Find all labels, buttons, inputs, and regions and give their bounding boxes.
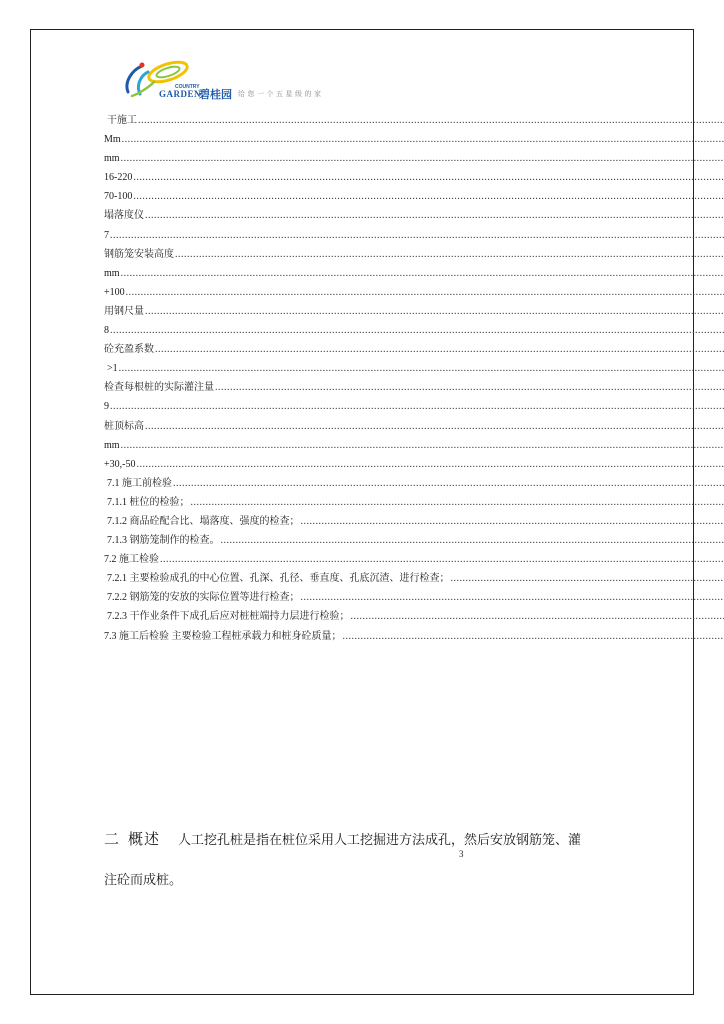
- toc-entry-text: 16-220: [104, 172, 133, 184]
- toc-entry-text: 7.2.3 干作业条件下成孔后应对桩桩端持力层进行检验；: [107, 611, 350, 623]
- toc-leader-dots: [351, 607, 724, 626]
- toc-leader-dots: [122, 130, 724, 149]
- logo-brand-text: 碧桂园: [199, 88, 232, 101]
- logo-garden-text: GARDEN: [159, 89, 202, 99]
- table-of-contents: [104, 111, 724, 646]
- toc-entry-text: 70-100: [104, 191, 133, 203]
- toc-entry[interactable]: [104, 302, 724, 321]
- toc-entry[interactable]: [104, 283, 724, 302]
- toc-entry-text: 钢筋笼安装高度: [104, 248, 174, 260]
- toc-entry[interactable]: [104, 531, 724, 550]
- toc-leader-dots: [138, 111, 724, 130]
- toc-entry-text: 桩顶标高: [104, 420, 144, 432]
- toc-entry[interactable]: [104, 321, 724, 340]
- section-number: 二: [104, 832, 121, 848]
- country-garden-logo: [118, 58, 333, 102]
- toc-leader-dots: [121, 149, 724, 168]
- toc-entry-text: 塌落度仪: [104, 210, 144, 222]
- toc-leader-dots: [343, 627, 724, 646]
- toc-entry[interactable]: [104, 588, 724, 607]
- toc-entry[interactable]: [104, 474, 724, 493]
- toc-leader-dots: [121, 436, 724, 455]
- toc-entry-text: 7.1.1 桩位的检验；: [107, 496, 190, 508]
- toc-entry-text: 7.1.3 钢筋笼制作的检查。: [107, 535, 220, 547]
- toc-leader-dots: [126, 283, 724, 302]
- toc-entry-text: Mm: [104, 134, 121, 146]
- logo-country-text: COUNTRY: [175, 84, 200, 90]
- toc-entry-text: 用钢尺量: [104, 305, 144, 317]
- toc-entry-text: 8: [104, 325, 109, 337]
- toc-entry[interactable]: [104, 359, 724, 378]
- overview-line-2: 注砼而成桩。: [104, 872, 183, 887]
- toc-entry[interactable]: [104, 245, 724, 264]
- toc-entry-text: +100: [104, 286, 125, 298]
- toc-entry-text: 干施工: [107, 115, 137, 126]
- overview-paragraph: [104, 830, 664, 850]
- toc-leader-dots: [145, 302, 724, 321]
- toc-entry-text: >1: [107, 363, 118, 375]
- toc-leader-dots: [301, 512, 724, 531]
- logo-slogan: 给您一个五星级的家: [238, 90, 324, 98]
- toc-entry[interactable]: [104, 436, 724, 455]
- toc-entry[interactable]: [104, 493, 724, 512]
- toc-leader-dots: [133, 187, 724, 206]
- toc-leader-dots: [145, 417, 724, 436]
- toc-entry-text: 7.2.1 主要检验成孔的中心位置、孔深、孔径、垂直度、孔底沉渣、进行检查；: [107, 573, 450, 585]
- toc-entry[interactable]: [104, 627, 724, 646]
- toc-leader-dots: [301, 588, 724, 607]
- section-title: 概述: [128, 832, 161, 848]
- toc-entry-text: 7.2.2 钢筋笼的安放的实际位置等进行检查；: [107, 592, 300, 604]
- toc-leader-dots: [110, 397, 724, 416]
- toc-entry[interactable]: [104, 168, 724, 187]
- toc-leader-dots: [175, 245, 724, 264]
- toc-leader-dots: [191, 493, 724, 512]
- toc-entry-text: 7.1 施工前检验: [107, 477, 172, 489]
- toc-entry-text: 砼充盈系数: [104, 344, 154, 356]
- toc-entry[interactable]: [104, 130, 724, 149]
- toc-entry-text: 7.1.2 商品砼配合比、塌落度、强度的检查；: [107, 515, 300, 527]
- toc-leader-dots: [110, 226, 724, 245]
- toc-leader-dots: [121, 264, 724, 283]
- toc-entry-text: 7: [104, 229, 109, 241]
- toc-leader-dots: [136, 455, 724, 474]
- toc-entry[interactable]: [104, 417, 724, 436]
- toc-entry[interactable]: [104, 397, 724, 416]
- toc-entry[interactable]: [104, 550, 724, 569]
- toc-leader-dots: [145, 206, 724, 225]
- toc-entry-text: +30,-50: [104, 458, 136, 470]
- toc-leader-dots: [173, 474, 724, 493]
- toc-leader-dots: [221, 531, 724, 550]
- toc-entry[interactable]: [104, 512, 724, 531]
- toc-leader-dots: [451, 569, 724, 588]
- toc-entry[interactable]: [104, 264, 724, 283]
- overview-line-1: 人工挖孔桩是指在桩位采用人工挖掘进方法成孔，然后安放钢筋笼、灌: [178, 832, 582, 847]
- toc-entry-text: mm: [104, 439, 120, 451]
- toc-entry[interactable]: [104, 226, 724, 245]
- toc-leader-dots: [133, 168, 724, 187]
- toc-entry-text: mm: [104, 153, 120, 165]
- toc-entry[interactable]: [104, 187, 724, 206]
- section-heading: [104, 832, 160, 848]
- toc-leader-dots: [215, 378, 724, 397]
- toc-entry-text: 7.3 施工后检验 主要检验工程桩承载力和桩身砼质量；: [104, 630, 342, 642]
- toc-entry[interactable]: [104, 569, 724, 588]
- toc-entry[interactable]: [104, 111, 724, 130]
- toc-entry-text: mm: [104, 267, 120, 279]
- toc-leader-dots: [160, 550, 724, 569]
- toc-leader-dots: [155, 340, 724, 359]
- page-number: 3: [459, 849, 464, 859]
- toc-entry[interactable]: [104, 455, 724, 474]
- toc-entry[interactable]: [104, 206, 724, 225]
- toc-entry[interactable]: [104, 340, 724, 359]
- toc-leader-dots: [110, 321, 724, 340]
- toc-entry[interactable]: [104, 607, 724, 626]
- toc-entry-text: 7.2 施工检验: [104, 554, 159, 566]
- toc-entry[interactable]: [104, 149, 724, 168]
- toc-leader-dots: [119, 359, 724, 378]
- toc-entry-text: 检查每根桩的实际灌注量: [104, 382, 214, 394]
- toc-entry-text: 9: [104, 401, 109, 413]
- toc-entry[interactable]: [104, 378, 724, 397]
